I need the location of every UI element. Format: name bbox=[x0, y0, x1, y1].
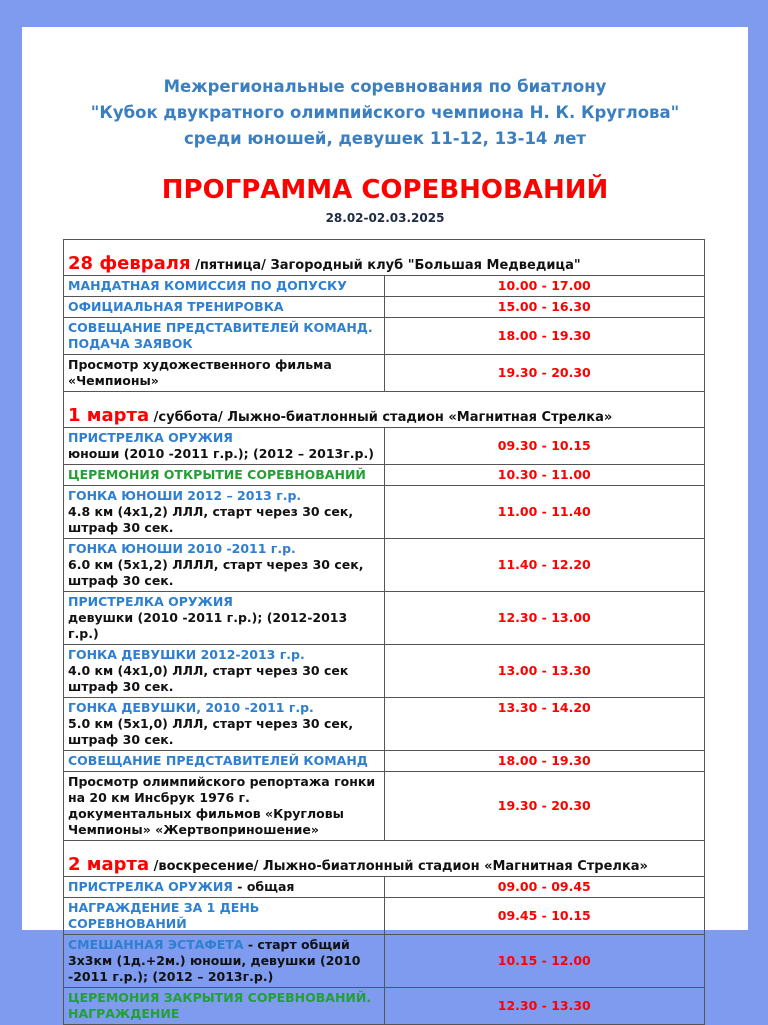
day-details: /пятница/ Загородный клуб "Большая Медведица" bbox=[190, 258, 581, 273]
event-cell bbox=[64, 772, 385, 841]
event-row bbox=[64, 698, 705, 751]
event-title: СМЕШАННАЯ ЭСТАФЕТА bbox=[68, 937, 244, 952]
event-title: ОФИЦИАЛЬНАЯ ТРЕНИРОВКА bbox=[64, 297, 385, 318]
event-cell bbox=[64, 592, 385, 645]
program-table bbox=[63, 239, 705, 1025]
program-dates: 28.02-02.03.2025 bbox=[325, 211, 445, 225]
event-title: Просмотр художественного фильма «Чемпионы» bbox=[64, 355, 385, 392]
event-cell bbox=[64, 428, 385, 465]
event-desc: девушки (2010 -2011 г.р.); (2012-2013 г.р.) bbox=[68, 610, 348, 641]
event-desc: 6.0 км (5х1,2) ЛЛЛЛ, старт через 30 сек, штраф 30 сек. bbox=[68, 557, 364, 588]
event-title: ГОНКА ДЕВУШКИ, 2010 -2011 г.р. bbox=[68, 700, 314, 715]
event-row bbox=[64, 935, 705, 988]
day-details: /воскресение/ Лыжно-биатлонный стадион «Магнитная Стрелка» bbox=[149, 859, 648, 874]
event-title: Просмотр олимпийского репортажа гонки на 20 км Инсбрук 1976 г. bbox=[68, 774, 376, 805]
program-sheet bbox=[22, 27, 748, 1021]
header-line-1: Межрегиональные соревнования по биатлону bbox=[163, 77, 607, 96]
event-title: НАГРАЖДЕНИЕ ЗА 1 ДЕНЬ СОРЕВНОВАНИЙ bbox=[64, 898, 385, 935]
event-row bbox=[64, 988, 705, 1025]
event-row bbox=[64, 297, 705, 318]
event-time: 18.00 - 19.30 bbox=[384, 751, 705, 772]
day-date: 28 февраля bbox=[68, 253, 191, 274]
header-line-3: среди юношей, девушек 11-12, 13-14 лет bbox=[184, 129, 586, 148]
event-time: 13.00 - 13.30 bbox=[384, 645, 705, 698]
event-desc: 4.0 км (4х1,0) ЛЛЛ, старт через 30 сек штраф 30 сек. bbox=[68, 663, 349, 694]
event-time: 10.30 - 11.00 bbox=[384, 465, 705, 486]
event-row bbox=[64, 428, 705, 465]
event-cell bbox=[64, 698, 385, 751]
event-row bbox=[64, 877, 705, 898]
day-row bbox=[64, 240, 705, 276]
event-time: 11.00 - 11.40 bbox=[384, 486, 705, 539]
event-title: ЦЕРЕМОНИЯ ОТКРЫТИЕ СОРЕВНОВАНИЙ bbox=[64, 465, 385, 486]
event-row bbox=[64, 318, 705, 355]
event-title: ГОНКА ДЕВУШКИ 2012-2013 г.р. bbox=[68, 647, 305, 662]
event-row bbox=[64, 645, 705, 698]
event-row bbox=[64, 592, 705, 645]
event-suffix: - старт общий bbox=[243, 937, 350, 952]
event-time: 10.15 - 12.00 bbox=[384, 935, 705, 988]
day-details: /суббота/ Лыжно-биатлонный стадион «Магнитная Стрелка» bbox=[149, 410, 613, 425]
event-row bbox=[64, 751, 705, 772]
event-time: 12.30 - 13.30 bbox=[384, 988, 705, 1025]
event-row bbox=[64, 898, 705, 935]
event-title: ПРИСТРЕЛКА ОРУЖИЯ bbox=[68, 594, 233, 609]
event-title: МАНДАТНАЯ КОМИССИЯ ПО ДОПУСКУ bbox=[64, 276, 385, 297]
event-desc: 5.0 км (5х1,0) ЛЛЛ, старт через 30 сек, штраф 30 сек. bbox=[68, 716, 354, 747]
event-time: 10.00 - 17.00 bbox=[384, 276, 705, 297]
event-row bbox=[64, 772, 705, 841]
event-desc: 3х3км (1д.+2м.) юноши, девушки (2010 -2011 г.р.); (2012 – 2013г.р.) bbox=[68, 953, 361, 984]
event-suffix: - общая bbox=[232, 879, 295, 894]
event-title: ПРИСТРЕЛКА ОРУЖИЯ bbox=[68, 879, 233, 894]
event-title: ЦЕРЕМОНИЯ ЗАКРЫТИЯ СОРЕВНОВАНИЙ. НАГРАЖДЕНИЕ bbox=[64, 988, 385, 1025]
event-row bbox=[64, 539, 705, 592]
event-title: ГОНКА ЮНОШИ 2010 -2011 г.р. bbox=[68, 541, 296, 556]
header bbox=[22, 74, 748, 226]
event-title: СОВЕЩАНИЕ ПРЕДСТАВИТЕЛЕЙ КОМАНД. ПОДАЧА ЗАЯВОК bbox=[64, 318, 385, 355]
event-time: 09.00 - 09.45 bbox=[384, 877, 705, 898]
event-cell bbox=[64, 486, 385, 539]
event-time: 19.30 - 20.30 bbox=[384, 772, 705, 841]
event-cell bbox=[64, 935, 385, 988]
event-row bbox=[64, 276, 705, 297]
day-date: 2 марта bbox=[68, 854, 150, 875]
event-time: 19.30 - 20.30 bbox=[384, 355, 705, 392]
day-row bbox=[64, 392, 705, 428]
day-date: 1 марта bbox=[68, 405, 150, 426]
event-time: 09.45 - 10.15 bbox=[384, 898, 705, 935]
event-row bbox=[64, 465, 705, 486]
event-desc: 4.8 км (4х1,2) ЛЛЛ, старт через 30 сек, штраф 30 сек. bbox=[68, 504, 354, 535]
event-time: 18.00 - 19.30 bbox=[384, 318, 705, 355]
header-line-2: "Кубок двукратного олимпийского чемпиона Н. К. Круглова" bbox=[90, 103, 680, 122]
event-row bbox=[64, 486, 705, 539]
event-time: 13.30 - 14.20 bbox=[384, 698, 705, 751]
event-cell bbox=[64, 645, 385, 698]
day-row bbox=[64, 841, 705, 877]
event-row bbox=[64, 355, 705, 392]
program-title: ПРОГРАММА СОРЕВНОВАНИЙ bbox=[161, 175, 609, 205]
event-time: 09.30 - 10.15 bbox=[384, 428, 705, 465]
event-desc: юноши (2010 -2011 г.р.); (2012 – 2013г.р.) bbox=[68, 446, 374, 461]
event-cell bbox=[64, 877, 385, 898]
event-title: ПРИСТРЕЛКА ОРУЖИЯ bbox=[68, 430, 233, 445]
event-time: 15.00 - 16.30 bbox=[384, 297, 705, 318]
event-time: 11.40 - 12.20 bbox=[384, 539, 705, 592]
event-title: СОВЕЩАНИЕ ПРЕДСТАВИТЕЛЕЙ КОМАНД bbox=[64, 751, 385, 772]
event-cell bbox=[64, 539, 385, 592]
event-desc: документальных фильмов «Кругловы Чемпионы» «Жертвоприношение» bbox=[68, 806, 344, 837]
event-time: 12.30 - 13.00 bbox=[384, 592, 705, 645]
event-title: ГОНКА ЮНОШИ 2012 – 2013 г.р. bbox=[68, 488, 302, 503]
